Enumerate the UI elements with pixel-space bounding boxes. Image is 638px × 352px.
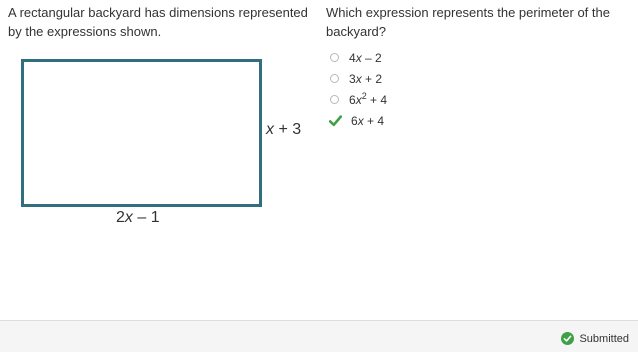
submitted-label: Submitted [579, 332, 629, 345]
check-circle-icon [561, 332, 574, 345]
side-length-label: x + 3 [266, 121, 302, 138]
green-check-icon [328, 114, 342, 128]
option-label: 6x + 4 [351, 113, 385, 128]
bottom-length-label: 2x – 1 [116, 209, 160, 226]
footer-bar [0, 320, 638, 352]
radio-button[interactable] [330, 53, 339, 62]
option-label: 4x – 2 [349, 50, 382, 65]
option-4x-minus-2[interactable] [328, 47, 528, 68]
rectangle-figure [0, 50, 315, 240]
option-label: 3x + 2 [349, 71, 383, 86]
option-6x-squared-plus-4[interactable] [328, 89, 528, 110]
question-text: Which expression represents the perimeter of the backyard? [326, 5, 610, 39]
radio-button[interactable] [330, 95, 339, 104]
submitted-status [561, 332, 629, 345]
problem-prompt: A rectangular backyard has dimensions represented by the expressions shown. [8, 5, 308, 39]
answer-options [328, 47, 528, 131]
backyard-rectangle [21, 59, 262, 207]
radio-button[interactable] [330, 74, 339, 83]
option-6x-plus-4[interactable] [328, 110, 528, 131]
option-label: $6x^2 + 4$ [349, 90, 388, 107]
option-3x-plus-2[interactable] [328, 68, 528, 89]
